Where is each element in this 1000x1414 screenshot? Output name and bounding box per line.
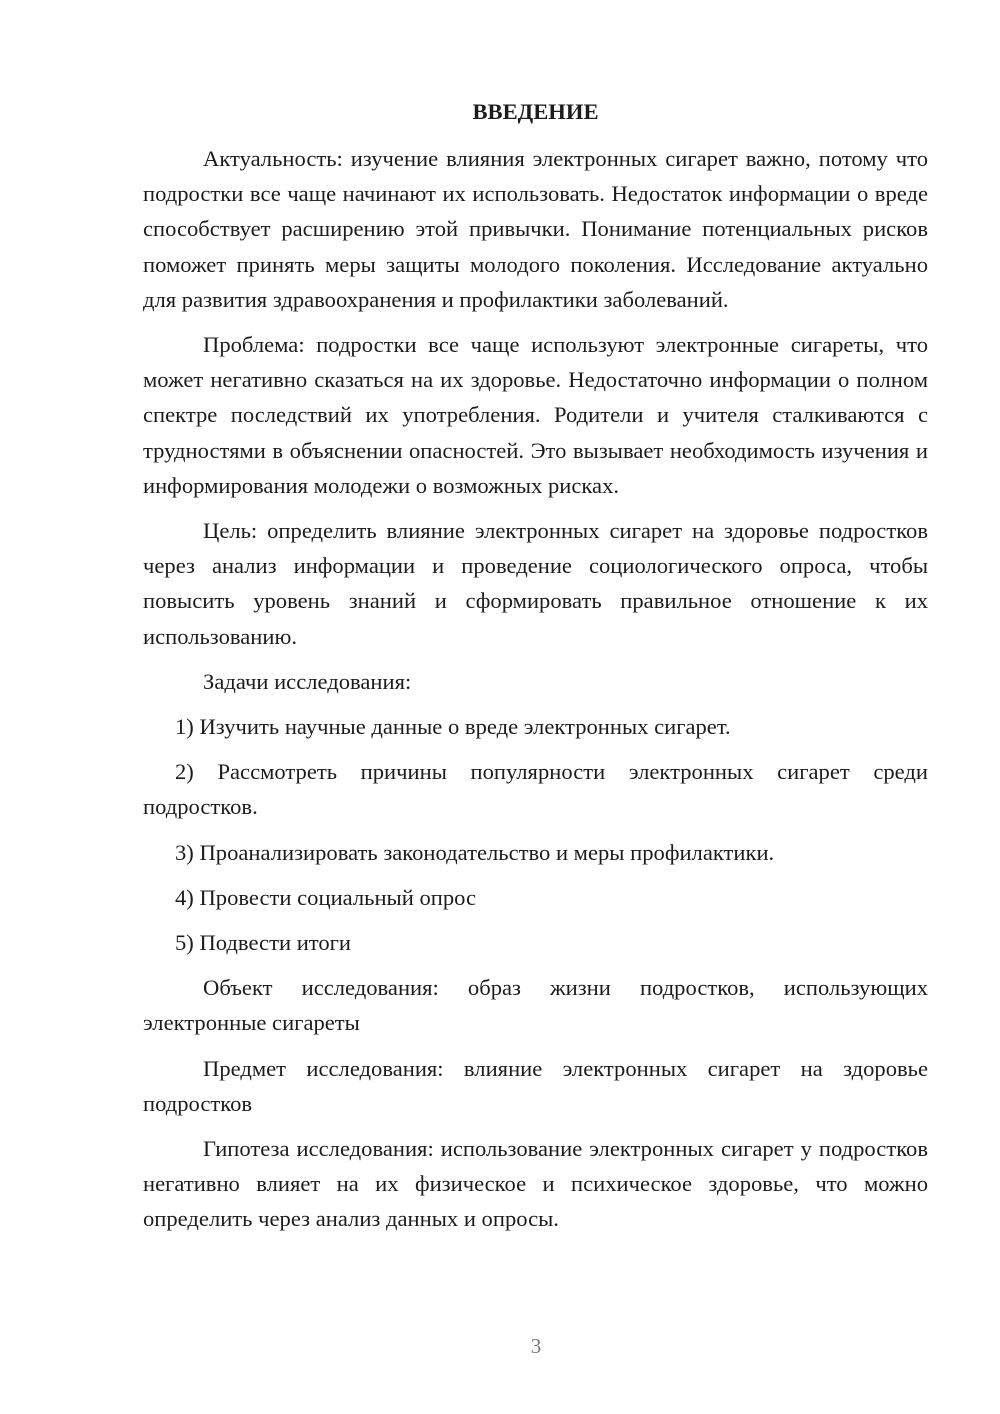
list-item: 1) Изучить научные данные о вреде электронных сигарет.	[175, 714, 731, 740]
page-number: 3	[530, 1334, 542, 1358]
tasks-intro: Задачи исследования:	[203, 668, 412, 694]
tasks-list	[143, 709, 928, 960]
section-heading: ВВЕДЕНИЕ	[472, 99, 599, 124]
problem-paragraph: Проблема: подростки все чаще используют электронные сигареты, что может негативно сказаться на их здоровье. Недостаточно информации о полном спектре последствий их употребления. Родители и учителя сталкиваются с трудностями в объяснении опасностей. Это вызывает необходимость изучения и информирования молодежи о возможных рисках.	[143, 332, 928, 498]
page-content	[143, 94, 928, 1247]
research-object-paragraph: Объект исследования: образ жизни подростков, использующих электронные сигареты	[143, 975, 928, 1036]
goal-paragraph: Цель: определить влияние электронных сигарет на здоровье подростков через анализ информации и проведение социологического опроса, чтобы повысить уровень знаний и сформировать правильное отношение к их использованию.	[143, 518, 928, 649]
list-item: 3) Проанализировать законодательство и меры профилактики.	[175, 839, 775, 865]
list-item: 4) Провести социальный опрос	[175, 884, 477, 910]
list-item: 5) Подвести итоги	[175, 930, 352, 956]
relevance-paragraph: Актуальность: изучение влияния электронных сигарет важно, потому что подростки все чаще начинают их использовать. Недостаток информации о вреде способствует расширению этой привычки. Понимание потенциальных рисков поможет принять меры защиты молодого поколения. Исследование актуально для развития здравоохранения и профилактики заболеваний.	[143, 146, 928, 312]
research-subject-paragraph: Предмет исследования: влияние электронных сигарет на здоровье подростков	[143, 1055, 928, 1116]
hypothesis-paragraph: Гипотеза исследования: использование электронных сигарет у подростков негативно влияет на их физическое и психическое здоровье, что можно определить через анализ данных и опросы.	[143, 1136, 928, 1232]
list-item: 2) Рассмотреть причины популярности электронных сигарет среди подростков.	[143, 759, 928, 820]
